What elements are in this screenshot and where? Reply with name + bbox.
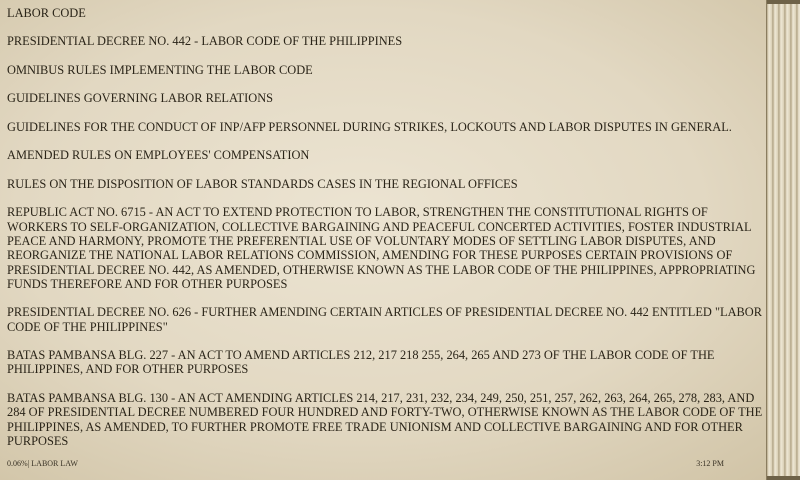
- toc-item[interactable]: AMENDED RULES ON EMPLOYEES' COMPENSATION: [7, 148, 310, 163]
- reading-status: [7, 459, 78, 468]
- toc-item[interactable]: LABOR CODE: [7, 6, 86, 20]
- separator: |: [27, 459, 30, 468]
- clock: 3:12 PM: [696, 459, 724, 468]
- page-edges[interactable]: [766, 0, 800, 480]
- toc-item[interactable]: OMNIBUS RULES IMPLEMENTING THE LABOR CODE: [7, 62, 313, 77]
- toc-item[interactable]: PRESIDENTIAL DECREE NO. 626 - FURTHER AMENDING CERTAIN ARTICLES OF PRESIDENTIAL DECREE NO. 442 ENTITLED "LABOR CODE OF THE PHILIPPINES": [7, 305, 762, 334]
- book-title: LABOR LAW: [31, 459, 78, 468]
- toc-item[interactable]: RULES ON THE DISPOSITION OF LABOR STANDARDS CASES IN THE REGIONAL OFFICES: [7, 176, 518, 191]
- toc-item[interactable]: BATAS PAMBANSA BLG. 227 - AN ACT TO AMEND ARTICLES 212, 217 218 255, 264, 265 AND 273 OF THE LABOR CODE OF THE PHILIPPINES, AND FOR OTHER PURPOSES: [7, 348, 715, 377]
- toc-item[interactable]: PRESIDENTIAL DECREE NO. 442 - LABOR CODE OF THE PHILIPPINES: [7, 34, 403, 49]
- toc-item[interactable]: GUIDELINES GOVERNING LABOR RELATIONS: [7, 91, 274, 106]
- toc-item[interactable]: BATAS PAMBANSA BLG. 130 - AN ACT AMENDING ARTICLES 214, 217, 231, 232, 234, 249, 250, 251, 257, 262, 263, 264, 265, 278, 283, AND 284 OF PRESIDENTIAL DECREE NUMBERED FOUR HUNDRED AND FORTY-TWO, OTHERWISE KNOWN AS THE LABOR CODE OF THE PHILIPPINES, AS AMENDED, TO FURTHER PROMOTE FREE TRADE UNIONISM AND COLLECTIVE BARGAINING AND FOR OTHER PURPOSES: [7, 390, 763, 448]
- toc-item[interactable]: REPUBLIC ACT NO. 6715 - AN ACT TO EXTEND PROTECTION TO LABOR, STRENGTHEN THE CONSTITUTIONAL RIGHTS OF WORKERS TO SELF-ORGANIZATION, COLLECTIVE BARGAINING AND PEACEFUL CONCERTED ACTIVITIES, FOSTER INDUSTRIAL PEACE AND HARMONY, PROMOTE THE PREFERENTIAL USE OF VOLUNTARY MODES OF SETTLING LABOR DISPUTES, AND REORGANIZE THE NATIONAL LABOR RELATIONS COMMISSION, AMENDING FOR THESE PURPOSES CERTAIN PROVISIONS OF PRESIDENTIAL DECREE NO. 442, AS AMENDED, OTHERWISE KNOWN AS THE LABOR CODE OF THE PHILIPPINES, APPROPRIATING FUNDS THEREFORE AND FOR OTHER PURPOSES: [7, 205, 756, 291]
- table-of-contents: [7, 6, 763, 462]
- toc-item[interactable]: GUIDELINES FOR THE CONDUCT OF INP/AFP PERSONNEL DURING STRIKES, LOCKOUTS AND LABOR DISPUTES IN GENERAL.: [7, 119, 732, 134]
- progress-percent: 0.06%: [7, 459, 28, 468]
